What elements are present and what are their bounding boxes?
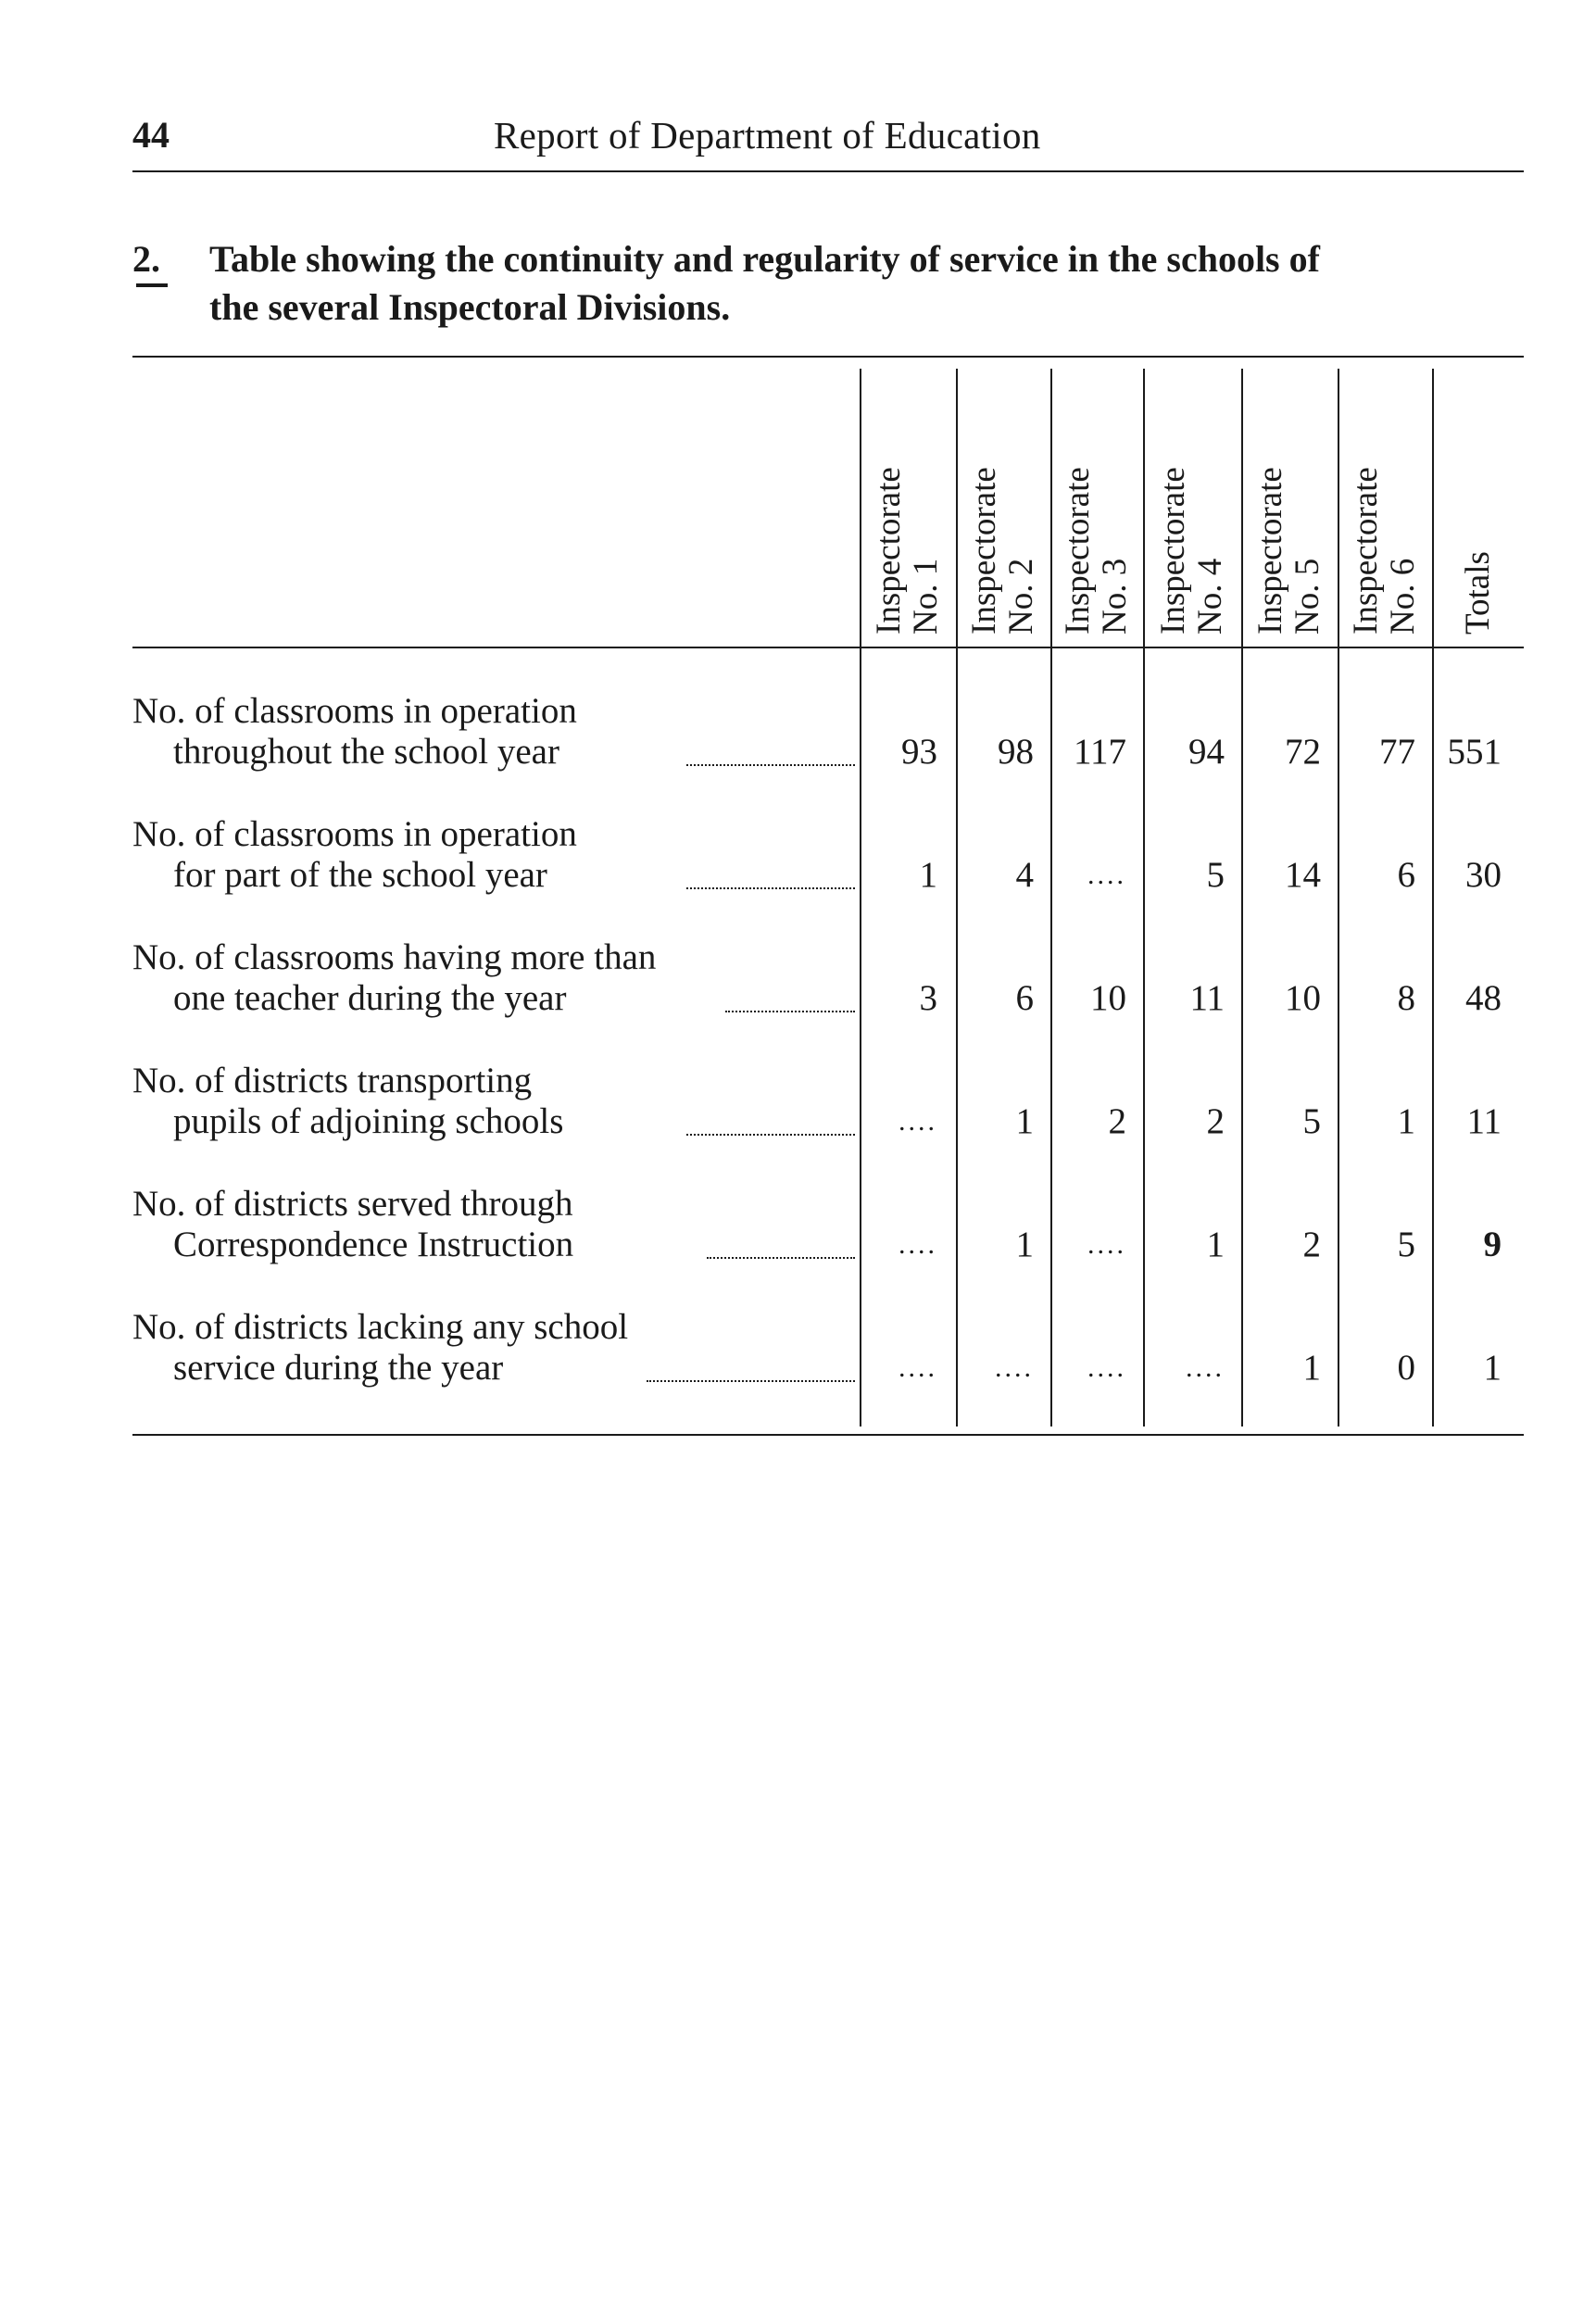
table-cell: 93 [901,732,937,772]
column-header-line-2: No. 2 [1002,558,1040,635]
table-cell-empty: .... [899,1352,937,1383]
table-cell: 1 [1397,1101,1415,1141]
row-label-line-2: service during the year [173,1348,504,1388]
column-header-line-1: Totals [1458,551,1497,635]
table-cell: 48 [1465,978,1502,1018]
dot-leader [686,746,855,766]
row-label-line-1: No. of classrooms in operation [132,814,577,854]
running-head [132,113,1524,172]
column-header-line-2: No. 4 [1191,558,1229,635]
table-cell: 2 [1302,1225,1321,1264]
column-header-line-1: Inspectorate [1154,467,1192,635]
row-label-line-2: one teacher during the year [173,978,567,1018]
table-cell-empty: .... [995,1352,1034,1383]
column-header-inspectorate-2 [956,371,1050,635]
row-label-line-1: No. of districts lacking any school [132,1307,629,1347]
table-cell: 1 [1302,1348,1321,1388]
table-row [132,1183,1524,1303]
table-cell: 0 [1397,1348,1415,1388]
column-header-line-2: No. 1 [907,558,945,635]
column-header-inspectorate-6 [1338,371,1432,635]
column-header-line-2: No. 3 [1096,558,1134,635]
column-header-totals [1432,371,1524,635]
column-header-line-1: Inspectorate [1347,467,1385,635]
column-header-inspectorate-5 [1241,371,1338,635]
table-cell: 4 [1015,855,1034,895]
table-cell-empty: .... [1087,860,1126,890]
column-header-line-1: Inspectorate [870,467,908,635]
column-header-line-1: Inspectorate [1059,467,1097,635]
table-cell: 5 [1397,1225,1415,1264]
table-cell: 77 [1379,732,1415,772]
column-header-line-2: No. 5 [1288,558,1326,635]
dot-leader [725,992,855,1012]
dot-leader [686,1115,855,1136]
row-label-line-2: throughout the school year [173,732,559,772]
table-cell-empty: .... [899,1229,937,1260]
row-label-line-2: pupils of adjoining schools [173,1101,564,1141]
caption-underline-mark [136,283,168,287]
caption-text [209,235,1529,332]
table-cell: 9 [1483,1225,1502,1264]
table-cell-empty: .... [1186,1352,1225,1383]
table-cell-empty: .... [899,1106,937,1137]
column-header-line-1: Inspectorate [965,467,1003,635]
dot-leader [707,1238,855,1259]
row-label-line-1: No. of districts transporting [132,1061,533,1100]
table-cell: 117 [1073,732,1126,772]
table-cell: 5 [1206,855,1225,895]
table-cell: 10 [1285,978,1321,1018]
table-cell: 6 [1015,978,1034,1018]
page-number: 44 [132,114,170,156]
table-row [132,1306,1524,1427]
table-row [132,1060,1524,1180]
table-row [132,936,1524,1057]
table-cell: 30 [1465,855,1502,895]
table-cell: 1 [919,855,937,895]
table-cell: 1 [1015,1225,1034,1264]
dot-leader [686,869,855,889]
table-cell: 3 [919,978,937,1018]
table-cell-empty: .... [1087,1229,1126,1260]
table-cell: 2 [1108,1101,1126,1141]
column-header-line-2: No. 6 [1384,558,1422,635]
table-header-rule [132,647,1524,648]
row-label-line-2: Correspondence Instruction [173,1225,574,1264]
table-cell: 551 [1447,732,1502,772]
column-header-line-1: Inspectorate [1251,467,1289,635]
table-cell: 11 [1189,978,1225,1018]
table-cell: 1 [1483,1348,1502,1388]
table-cell: 72 [1285,732,1321,772]
table-row [132,690,1524,811]
table-cell: 8 [1397,978,1415,1018]
table-cell: 94 [1188,732,1225,772]
caption-line-1: Table showing the continuity and regularity of service in the schools of [209,238,1320,280]
table-cell: 1 [1015,1101,1034,1141]
header-rule [132,170,1524,172]
table-cell: 98 [998,732,1034,772]
table-cell: 14 [1285,855,1321,895]
table-cell: 1 [1206,1225,1225,1264]
table-top-rule [132,356,1524,358]
table-cell-empty: .... [1087,1352,1126,1383]
table-bottom-rule [132,1434,1524,1436]
table-cell: 5 [1302,1101,1321,1141]
caption-line-2: the several Inspectoral Divisions. [209,286,731,328]
table-cell: 11 [1466,1101,1502,1141]
row-label-line-1: No. of classrooms having more than [132,937,657,977]
table-cell: 2 [1206,1101,1225,1141]
column-header-inspectorate-4 [1143,371,1241,635]
running-title: Report of Department of Education [494,114,1041,157]
table-row [132,813,1524,934]
row-label-line-1: No. of classrooms in operation [132,691,577,731]
row-label-line-2: for part of the school year [173,855,547,895]
column-header-inspectorate-3 [1050,371,1143,635]
table-cell: 6 [1397,855,1415,895]
table-cell: 10 [1090,978,1126,1018]
dot-leader [647,1362,855,1382]
row-label-line-1: No. of districts served through [132,1184,573,1224]
caption-number: 2. [132,238,160,280]
column-header-inspectorate-1 [860,371,956,635]
